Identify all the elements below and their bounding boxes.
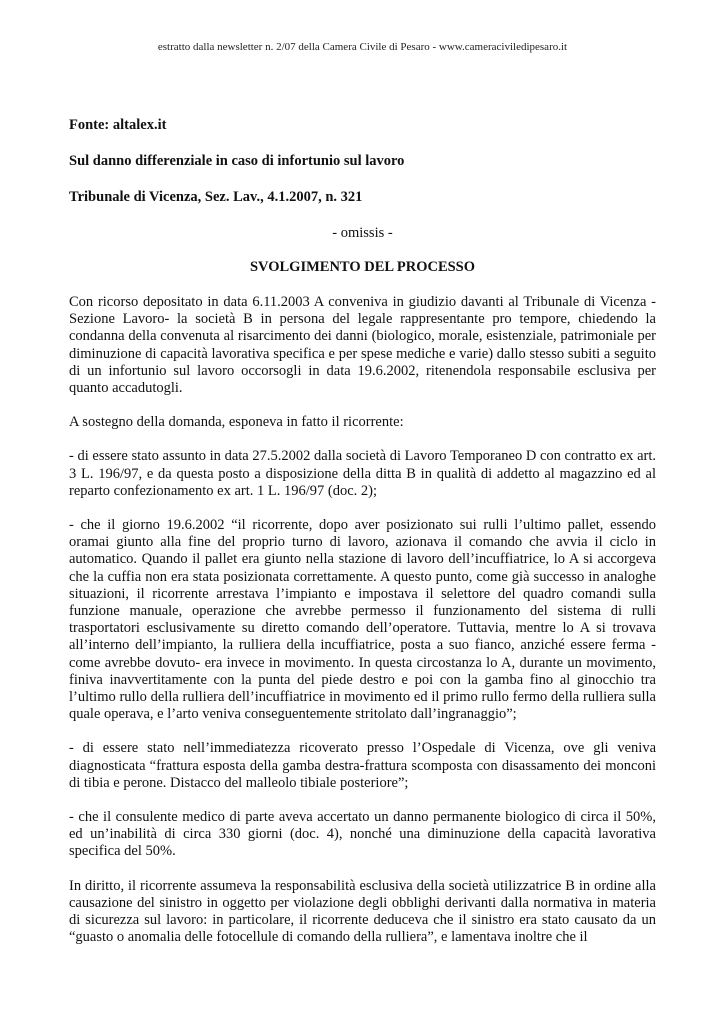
section-heading: SVOLGIMENTO DEL PROCESSO	[249, 259, 476, 275]
source-line: Fonte: altalex.it	[69, 117, 167, 133]
paragraph-infortunio: - che il giorno 19.6.2002 “il ricorrente, dopo aver posizionato sui rulli l’ultimo pallet, essendo oramai giunto alla fine del proprio turno di lavoro, azionava il comando che avvia il ciclo in automatico. Quando il pallet era giunto nella stazione di lavoro dell’incuffiatrice, lo A si accorgeva che la cuffia non era stata posizionata correttamente. A questo punto, come già successo in analoghe situazioni, il ricorrente arrestava l’impianto e impostava il selettore del quadro comandi sulla funzione manuale, operazione che avrebbe permesso il funzionamento del sistema di rulli trasportatori esclusivamente su diretto comando dell’operatore. Tuttavia, mentre lo A si trovava all’interno dell’impianto, la rulliera della incuffiatrice, posta a suo fianco, anziché essere ferma - come avrebbe dovuto- era invece in movimento. In questa circostanza lo A, durante un movimento, finiva inavvertitamente con la punta del piede destro e poi con la gamba fino al ginocchio tra l’ultimo rullo della rulliera dell’incuffiatrice in movimento ed il primo rullo fermo della rulliera sulla quale operava, e l’arto veniva conseguentemente stritolato dall’ingranaggio”;	[69, 517, 656, 723]
paragraph-assunzione: - di essere stato assunto in data 27.5.2002 dalla società di Lavoro Temporaneo D con contratto ex art. 3 L. 196/97, e da questa posto a disposizione della ditta B in qualità di addetto al magazzino ed al reparto confezionamento ex art. 1 L. 196/97 (doc. 2);	[69, 448, 656, 499]
document-title: Sul danno differenziale in caso di infortunio sul lavoro	[69, 153, 405, 169]
paragraph-ricovero: - di essere stato nell’immediatezza ricoverato presso l’Ospedale di Vicenza, ove gli veniva diagnosticata “frattura esposta della gamba destra-frattura scomposta con disassamento dei monconi di tibia e perone. Distacco del malleolo tibiale posteriore”;	[69, 740, 656, 791]
court-reference: Tribunale di Vicenza, Sez. Lav., 4.1.2007, n. 321	[69, 189, 363, 205]
newsletter-header: estratto dalla newsletter n. 2/07 della Camera Civile di Pesaro - www.cameraciviledipesaro.it	[157, 41, 568, 53]
omissis-marker: - omissis -	[332, 225, 393, 241]
document-body	[69, 116, 656, 964]
paragraph-consulente: - che il consulente medico di parte aveva accertato un danno permanente biologico di circa il 50%, ed un’inabilità di circa 330 giorni (doc. 4), nonché una diminuzione della capacità lavorativa specifica del 50%.	[69, 809, 656, 860]
paragraph-diritto: In diritto, il ricorrente assumeva la responsabilità esclusiva della società utilizzatrice B in ordine alla causazione del sinistro in oggetto per violazione degli obblighi derivanti dalla normativa in materia di sicurezza sul lavoro: in particolare, il ricorrente deduceva che il sinistro era stato causato da un “guasto o anomalia delle fotocellule di comando della rulliera”, e lamentava inoltre che il	[69, 877, 656, 946]
paragraph-sostegno: A sostegno della domanda, esponeva in fatto il ricorrente:	[69, 414, 404, 431]
paragraph-ricorso: Con ricorso depositato in data 6.11.2003 A conveniva in giudizio davanti al Tribunale di Vicenza - Sezione Lavoro- la società B in persona del legale rappresentante pro tempore, chiedendo la condanna della convenuta al risarcimento dei danni (biologico, morale, esistenziale, patrimoniale per diminuzione di capacità lavorativa specifica e per spese mediche e varie) dallo stesso subiti a seguito di un infortunio sul lavoro occorsogli in data 19.6.2002, ritenendola responsabile esclusiva per quanto accadutogli.	[69, 294, 656, 397]
